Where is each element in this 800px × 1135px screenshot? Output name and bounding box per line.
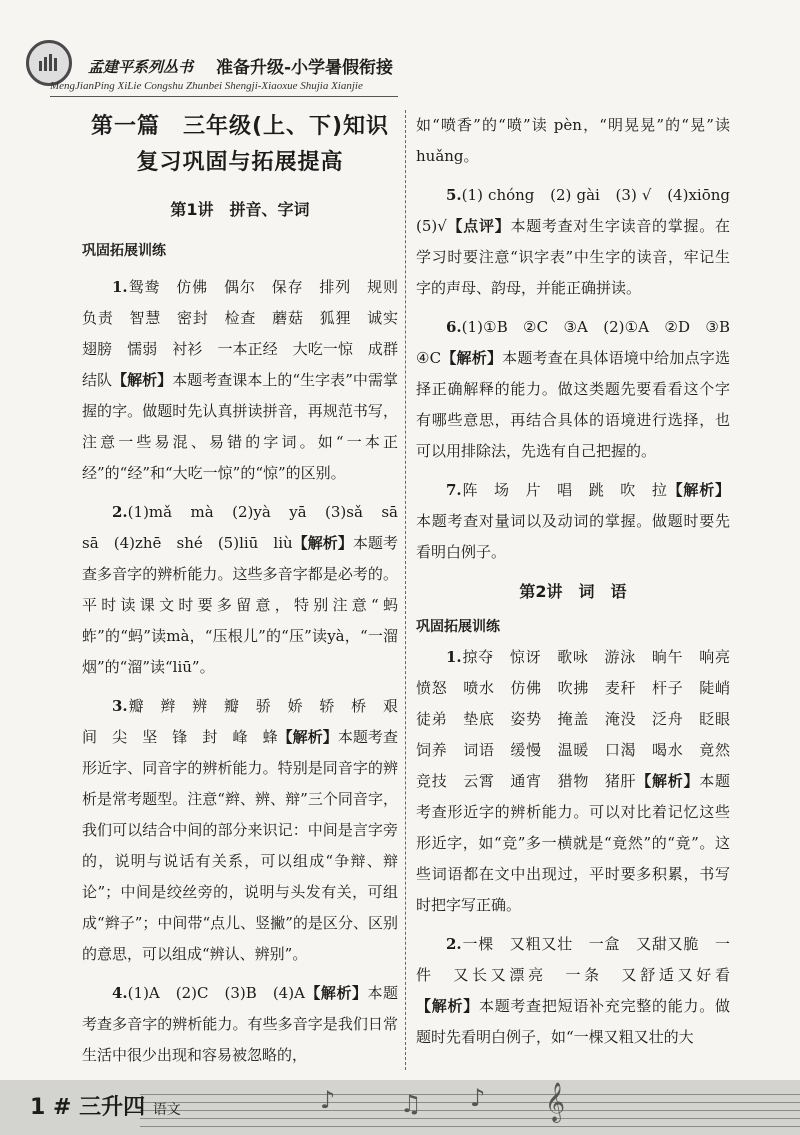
page-number-label: [30, 1090, 181, 1121]
book-subtitle: 准备升级-小学暑假衔接: [216, 58, 394, 78]
subject-label: 语文: [152, 1102, 181, 1118]
grade-label: 三升四: [79, 1095, 146, 1120]
header-rule: [50, 96, 398, 97]
left-column: [82, 110, 414, 1079]
lecture-title-2: 第2讲 词 语: [519, 582, 627, 601]
continued-text: 如“喷香”的“喷”读 pèn，“明晃晃”的“晃”读 huǎng。: [416, 116, 730, 165]
music-note-icon: ♪: [320, 1086, 336, 1114]
page-footer: [0, 1080, 800, 1135]
answer-item-l1: 1.鸳鸯 仿佛 偶尔 保存 排列 规则 负责 智慧 密封 检查 蘑菇 狐狸 诚实 翅膀 懦弱 衬衫 一本正经 大吃一惊 成群结队【解析】本题考查课本上的“生字表”中需掌握的字。做题时先认真拼读拼音，再规范书写，注意一些易混、易错的字词。如“一本正经”的“经”和“大吃一惊”的“惊”的区别。: [82, 278, 414, 482]
answer-item-r6: 6.(1)①B ②C ③A (2)①A ②D ③B ④C【解析】本题考查在具体语境中给加点字选择正确解释的能力。做这类题先要看看这个字有哪些意思，再结合具体的语境进行选择，也可以用排除法，先选有自己把握的。: [416, 318, 746, 460]
sharp-icon: #: [52, 1095, 72, 1120]
music-note-icon: ♫: [400, 1090, 422, 1118]
series-name: 孟建平系列丛书: [88, 58, 194, 76]
answer-item-r7: 7.阵 场 片 唱 跳 吹 拉【解析】本题考查对量词以及动词的掌握。做题时要先看明白例子。: [416, 481, 730, 561]
staff-line: [140, 1126, 800, 1127]
section-heading-2: 巩固拓展训练: [416, 619, 500, 635]
part-title: 第一篇 三年级(上、下)知识: [90, 114, 390, 139]
section-heading-1: 巩固拓展训练: [82, 243, 166, 259]
page-number: 1: [30, 1095, 46, 1120]
answer-item-l3: 3.瓣 辫 辨 瓣 骄 娇 轿 桥 艰 间 尖 坚 锋 封 峰 蜂【解析】本题考查形近字、同音字的辨析能力。特别是同音字的辨析是常考题型。注意“辫、辨、辩”三个同音字，我们可以结合中间的部分来识记：中间是言字旁的，说明与说话有关系，可以组成“争辩、辩论”；中间是绞丝旁的，说明与头发有关，可组成“辫子”；中间带“点儿、竖撇”的是区分、区别的意思，可以组成“辨认、辨别”。: [82, 697, 414, 963]
header-pinyin: MengJianPing XiLie Congshu Zhunbei Shengji-Xiaoxue Shujia Xianjie: [50, 80, 363, 92]
music-note-icon: ♪: [470, 1084, 486, 1112]
answer-item-r5: 5.(1) chóng (2) gài (3) √ (4)xiōng (5)√【点评】本题考查对生字读音的掌握。在学习时要注意“识字表”中生字的读音，牢记生字的声母、韵母，并能正确拼读。: [416, 186, 746, 297]
part-subtitle: 复习巩固与拓展提高: [136, 150, 344, 175]
right-column: [416, 110, 746, 1061]
answer-item-l4: 4.(1)A (2)C (3)B (4)A【解析】本题考查多音字的辨析能力。有些多音字是我们日常生活中很少出现和容易被忽略的，: [82, 984, 398, 1064]
treble-clef-icon: 𝄞: [545, 1082, 566, 1122]
logo-emblem-icon: [35, 49, 63, 77]
answer-item-r1: 1.掠夺 惊讶 歌咏 游泳 晌午 响亮 愤怒 喷水 仿佛 吹拂 麦秆 杆子 陡峭 徒弟 垫底 姿势 掩盖 淹没 泛舟 眨眼 饲养 词语 缓慢 温暖 口渴 喝水 竟然 竞技 云霄 通宵 猎物 猪肝【解析】本题考查形近字的辨析能力。可以对比着记忆这些形近字，如“竞”多一横就是“竟然”的“竟”。这些词语都在文中出现过，平时要多积累，书写时把字写正确。: [416, 648, 746, 914]
page-header: [0, 28, 800, 108]
staff-line: [140, 1118, 800, 1119]
answer-item-l2: 2.(1)mǎ mà (2)yà yā (3)sǎ sā sā (4)zhē shé (5)liū liù【解析】本题考查多音字的辨析能力。这些多音字都是必考的。平时读课文时要多留意，特别注意“蚂蚱”的“蚂”读mà，“压根儿”的“压”读yà，“一溜烟”的“溜”读“liū”。: [82, 503, 414, 676]
column-divider: [405, 110, 406, 1070]
answer-item-r2: 2.一棵 又粗又壮 一盒 又甜又脆 一件 又长又漂亮 一条 又舒适又好看【解析】本题考查把短语补充完整的能力。做题时先看明白例子，如“一棵又粗又壮的大: [416, 935, 730, 1046]
lecture-title-1: 第1讲 拼音、字词: [170, 200, 310, 219]
